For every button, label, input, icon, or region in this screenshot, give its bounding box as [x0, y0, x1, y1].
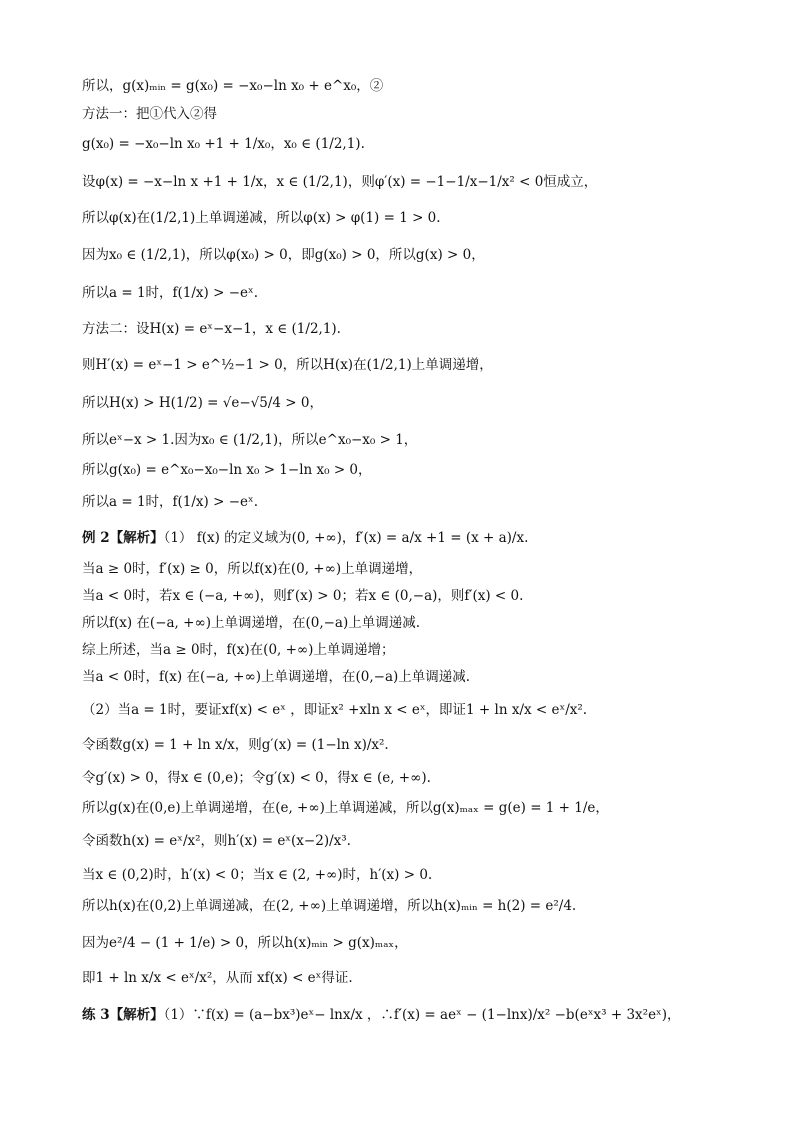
line-26: 所以h(x)在(0,2)上单调递减，在(2, +∞)上单调递增，所以h(x)ₘᵢₙ = h(2) = e²/4.: [82, 898, 577, 914]
line-5: 所以φ(x)在(1/2,1)上单调递减，所以φ(x) > φ(1) = 1 > 0.: [82, 210, 441, 226]
line-17: 所以f(x) 在(−a, +∞)上单调递增，在(0,−a)上单调递减.: [82, 615, 421, 631]
line-16: 当a < 0时，若x ∈ (−a, +∞)，则f′(x) > 0；若x ∈ (0,−a)，则f′(x) < 0.: [82, 588, 524, 604]
line-3: g(x₀) = −x₀−ln x₀ +1 + 1/x₀，x₀ ∈ (1/2,1).: [82, 136, 365, 152]
line-18: 综上所述，当a ≥ 0时，f(x)在(0, +∞)上单调递增；: [82, 642, 395, 658]
line-20: （2）当a = 1时，要证xf(x) < eˣ ，即证x² +xln x < eˣ，即证1 + ln x/x < eˣ/x².: [82, 702, 588, 718]
line-12: 所以g(x₀) = e^x₀−x₀−ln x₀ > 1−ln x₀ > 0，: [82, 462, 372, 478]
line-8: 方法二：设H(x) = eˣ−x−1，x ∈ (1/2,1).: [82, 321, 341, 337]
line-24: 令函数h(x) = eˣ/x²，则h′(x) = eˣ(x−2)/x³.: [82, 833, 351, 849]
line-15: 当a ≥ 0时，f′(x) ≥ 0，所以f(x)在(0, +∞)上单调递增，: [82, 561, 423, 577]
line-7: 所以a = 1时，f(1/x) > −eˣ.: [82, 285, 259, 301]
section-heading: 练 3【解析】: [82, 1007, 164, 1023]
line-27: 因为e²/4 − (1 + 1/e) > 0，所以h(x)ₘᵢₙ > g(x)ₘₐₓ，: [82, 935, 408, 951]
line-11: 所以eˣ−x > 1.因为x₀ ∈ (1/2,1)，所以e^x₀−x₀ > 1，: [82, 432, 418, 448]
line-1: 所以，g(x)ₘᵢₙ = g(x₀) = −x₀−ln x₀ + e^x₀，②: [82, 78, 384, 94]
section-heading: 例 2【解析】: [82, 530, 164, 546]
line-13: 所以a = 1时，f(1/x) > −eˣ.: [82, 494, 259, 510]
line-2: 方法一：把①代入②得: [82, 106, 217, 122]
line-22: 令g′(x) > 0，得x ∈ (0,e)；令g′(x) < 0，得x ∈ (e, +∞).: [82, 770, 431, 786]
line-29: 练 3【解析】（1）∵f(x) = (a−bx³)eˣ− lnx/x ，∴f′(x) = aeˣ − (1−lnx)/x² −b(eˣx³ + 3x²eˣ)，: [82, 1007, 681, 1023]
line-19: 当a < 0时，f(x) 在(−a, +∞)上单调递增，在(0,−a)上单调递减.: [82, 669, 471, 685]
line-9: 则H′(x) = eˣ−1 > e^½−1 > 0，所以H(x)在(1/2,1)上单调递增，: [82, 357, 493, 373]
line-25: 当x ∈ (0,2)时，h′(x) < 0；当x ∈ (2, +∞)时，h′(x) > 0.: [82, 867, 433, 883]
line-4: 设φ(x) = −x−ln x +1 + 1/x，x ∈ (1/2,1)，则φ′(x) = −1−1/x−1/x² < 0恒成立，: [82, 174, 598, 190]
line-23: 所以g(x)在(0,e)上单调递增，在(e, +∞)上单调递减，所以g(x)ₘₐₓ = g(e) = 1 + 1/e，: [82, 800, 609, 816]
line-28: 即1 + ln x/x < eˣ/x²，从而 xf(x) < eˣ得证.: [82, 970, 353, 986]
line-21: 令函数g(x) = 1 + ln x/x，则g′(x) = (1−ln x)/x².: [82, 737, 389, 753]
line-6: 因为x₀ ∈ (1/2,1)，所以φ(x₀) > 0，即g(x₀) > 0，所以g(x) > 0，: [82, 247, 485, 263]
line-14: 例 2【解析】（1） f(x) 的定义域为(0, +∞)，f′(x) = a/x +1 = (x + a)/x.: [82, 530, 529, 546]
line-10: 所以H(x) > H(1/2) = √e−√5/4 > 0，: [82, 395, 323, 411]
